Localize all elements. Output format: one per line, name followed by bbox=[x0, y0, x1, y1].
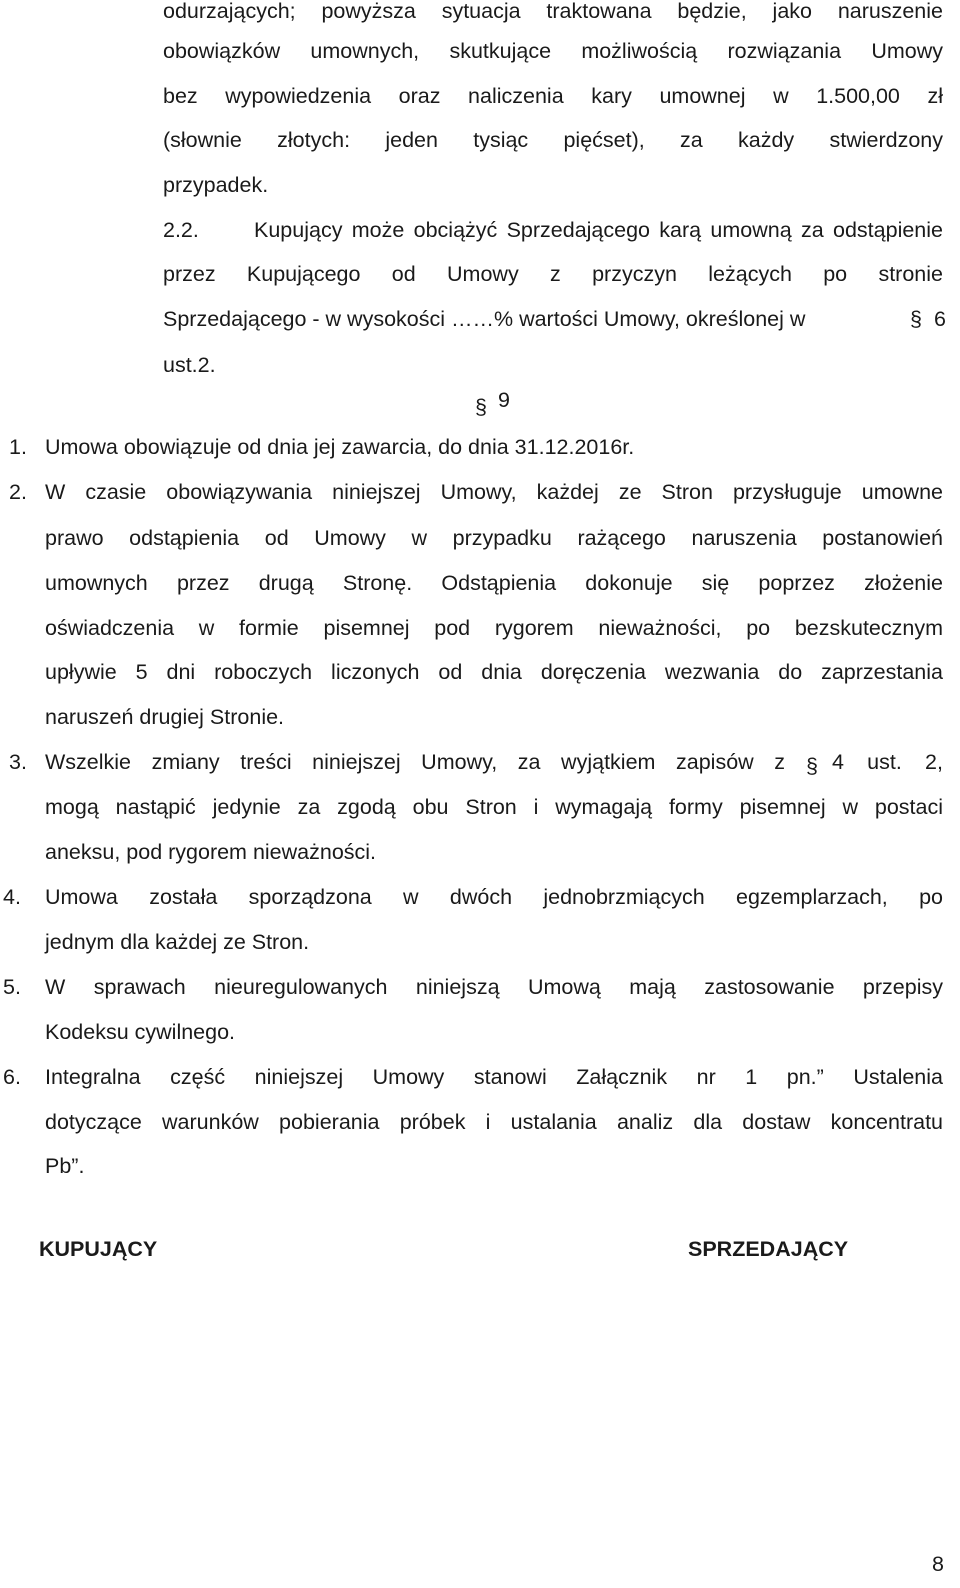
buyer-signature-label: KUPUJĄCY bbox=[39, 1237, 158, 1261]
item-number: 2. bbox=[9, 480, 27, 504]
text-line: aneksu, pod rygorem nieważności. bbox=[45, 840, 377, 864]
item-number: 1. bbox=[9, 435, 27, 459]
text-line: jednym dla każdej ze Stron. bbox=[45, 930, 310, 954]
text-line: naruszeń drugiej Stronie. bbox=[45, 705, 285, 729]
text-line: obowiązków umownych, skutkujące możliwością rozwiązania Umowy bbox=[163, 39, 943, 63]
text-line: Pb”. bbox=[45, 1154, 85, 1178]
section-symbol: § bbox=[910, 307, 922, 331]
text-line: mogą nastąpić jedynie za zgodą obu Stron i wymagają formy pisemnej w postaci bbox=[45, 795, 943, 819]
section-heading-symbol: § bbox=[475, 395, 487, 419]
text-line: Sprzedającego - w wysokości ……% wartości Umowy, określonej w bbox=[163, 307, 806, 331]
text-line: przypadek. bbox=[163, 173, 269, 197]
item-number: 5. bbox=[3, 975, 21, 999]
item-number: 3. bbox=[9, 750, 27, 774]
seller-signature-label: SPRZEDAJĄCY bbox=[688, 1237, 849, 1261]
section-heading-number: 9 bbox=[498, 388, 510, 412]
item-number: 4. bbox=[3, 885, 21, 909]
text-line: Kodeksu cywilnego. bbox=[45, 1020, 236, 1044]
text-line: 4 ust. 2, bbox=[832, 750, 943, 774]
text-line: ust.2. bbox=[163, 353, 216, 377]
text-line: prawo odstąpienia od Umowy w przypadku rażącego naruszenia postanowień bbox=[45, 526, 943, 550]
item-number: 6. bbox=[3, 1065, 21, 1089]
text-line: bez wypowiedzenia oraz naliczenia kary umownej w 1.500,00 zł bbox=[163, 84, 943, 108]
section-number: 6 bbox=[934, 307, 946, 331]
text-line: umownych przez drugą Stronę. Odstąpienia dokonuje się poprzez złożenie bbox=[45, 571, 943, 595]
text-line: Umowa została sporządzona w dwóch jednobrzmiących egzemplarzach, po bbox=[45, 885, 943, 909]
text-line: W sprawach nieuregulowanych niniejszą Umową mają zastosowanie przepisy bbox=[45, 975, 943, 999]
section-symbol: § bbox=[806, 754, 818, 778]
text-line: Wszelkie zmiany treści niniejszej Umowy, za wyjątkiem zapisów z bbox=[45, 750, 785, 774]
text-line: upływie 5 dni roboczych liczonych od dnia doręczenia wezwania do zaprzestania bbox=[45, 660, 943, 684]
page-number: 8 bbox=[932, 1552, 944, 1576]
text-line: (słownie złotych: jeden tysiąc pięćset), za każdy stwierdzony bbox=[163, 128, 943, 152]
paragraph-number: 2.2. bbox=[163, 218, 199, 242]
text-line: W czasie obowiązywania niniejszej Umowy, każdej ze Stron przysługuje umowne bbox=[45, 480, 943, 504]
text-line: Kupujący może obciążyć Sprzedającego karą umowną za odstąpienie bbox=[254, 218, 943, 242]
text-line: oświadczenia w formie pisemnej pod rygorem nieważności, po bezskutecznym bbox=[45, 616, 943, 640]
text-line: Integralna część niniejszej Umowy stanowi Załącznik nr 1 pn.” Ustalenia bbox=[45, 1065, 943, 1089]
text-line: odurzających; powyższa sytuacja traktowana będzie, jako naruszenie bbox=[163, 0, 943, 23]
text-line: dotyczące warunków pobierania próbek i ustalania analiz dla dostaw koncentratu bbox=[45, 1110, 943, 1134]
text-line: Umowa obowiązuje od dnia jej zawarcia, do dnia 31.12.2016r. bbox=[45, 435, 635, 459]
text-line: przez Kupującego od Umowy z przyczyn leżących po stronie bbox=[163, 262, 943, 286]
